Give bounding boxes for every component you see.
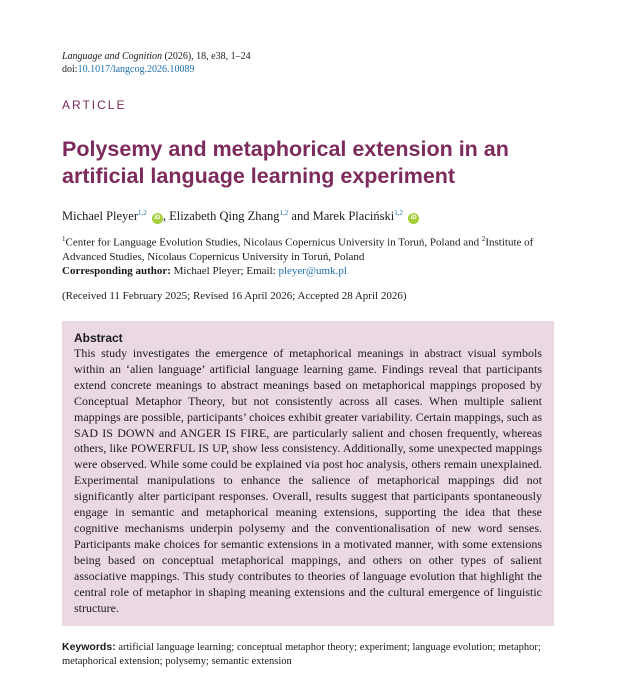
abstract-box: [62, 321, 554, 626]
orcid-icon[interactable]: iD: [152, 213, 163, 224]
author-separator: and: [288, 209, 313, 224]
affiliations: [62, 232, 562, 278]
author-separator: ,: [162, 209, 170, 224]
article-type-label: ARTICLE: [62, 98, 127, 112]
corresponding-author: [62, 264, 562, 278]
orcid-icon[interactable]: iD: [408, 213, 419, 224]
abstract-heading: Abstract: [74, 331, 123, 345]
keywords-label: Keywords:: [62, 641, 116, 653]
email-link[interactable]: pleyer@umk.pl: [278, 264, 347, 277]
author-name: Elizabeth Qing Zhang: [169, 209, 280, 224]
author-list: [62, 205, 419, 224]
corresponding-author-text: Michael Pleyer; Email:: [170, 264, 279, 277]
affiliation-sup: 1: [62, 235, 66, 243]
affiliation-text: Institute of Advanced Studies, Nicolaus Copernicus University in Toruń, Poland: [62, 236, 534, 263]
journal-volume-pages: (2026), 18, e38, 1–24: [162, 51, 251, 62]
doi-link[interactable]: 10.1017/langcog.2026.10089: [77, 64, 195, 75]
affiliation-text: Center for Language Evolution Studies, Nicolaus Copernicus University in Toruń, Poland and: [65, 236, 482, 249]
author-name: Michael Pleyer: [62, 209, 139, 224]
journal-citation: [62, 50, 251, 76]
author-name: Marek Placiński: [312, 209, 395, 224]
affiliation-sup: 2: [481, 235, 486, 243]
keywords: [62, 640, 562, 669]
corresponding-author-label: Corresponding author:: [62, 264, 171, 277]
abstract-body: This study investigates the emergence of metaphorical meanings in abstract visual symbols within an ‘alien language’ artificial language learning game. Findings reveal that participants extend concrete meanings to abstract meanings based on metaphorical mappings proposed by Conceptual Metaphor Theory, but not consistently across all cases. When multiple salient mappings are possible, participants’ choices exhibit greater variability. Certain mappings, such as SAD IS DOWN and ANGER IS FIRE, are particularly salient and chosen frequently, whereas others, like POWERFUL IS UP, show less consistency. Additionally, some unexpected mappings were observed. While some could be explained via post hoc analysis, others remain unexplained. Experimental manipulations to enhance the salience of metaphorical mappings did not significantly alter participant responses. Overall, results suggest that participants spontaneously engage in semantic and metaphorical meaning extensions, supporting the idea that these cognitive mechanisms underpin polysemy and the conventionalisation of new word senses. Participants make choices for semantic extensions in a motivated manner, with some extensions being based on conceptual metaphorical mappings, and others on other types of salient associative mappings. This study contributes to theories of language evolution that highlight the central role of metaphor in shaping meaning extensions and the cultural emergence of linguistic structure.: [74, 346, 542, 615]
submission-dates: (Received 11 February 2025; Revised 16 April 2026; Accepted 28 April 2026): [62, 290, 407, 302]
author-affiliation-sup: 1,2: [394, 209, 403, 217]
author-affiliation-sup: 1,2: [279, 209, 289, 217]
article-title: Polysemy and metaphorical extension in an artificial language learning experiment: [62, 137, 509, 188]
author-affiliation-sup: 1,2: [138, 209, 147, 217]
keywords-text: artificial language learning; conceptual metaphor theory; experiment; language evolution; metaphor; metaphorical extension; polysemy; semantic extension: [62, 642, 541, 667]
journal-name: Language and Cognition: [62, 51, 163, 62]
doi-prefix: doi:: [62, 64, 78, 75]
